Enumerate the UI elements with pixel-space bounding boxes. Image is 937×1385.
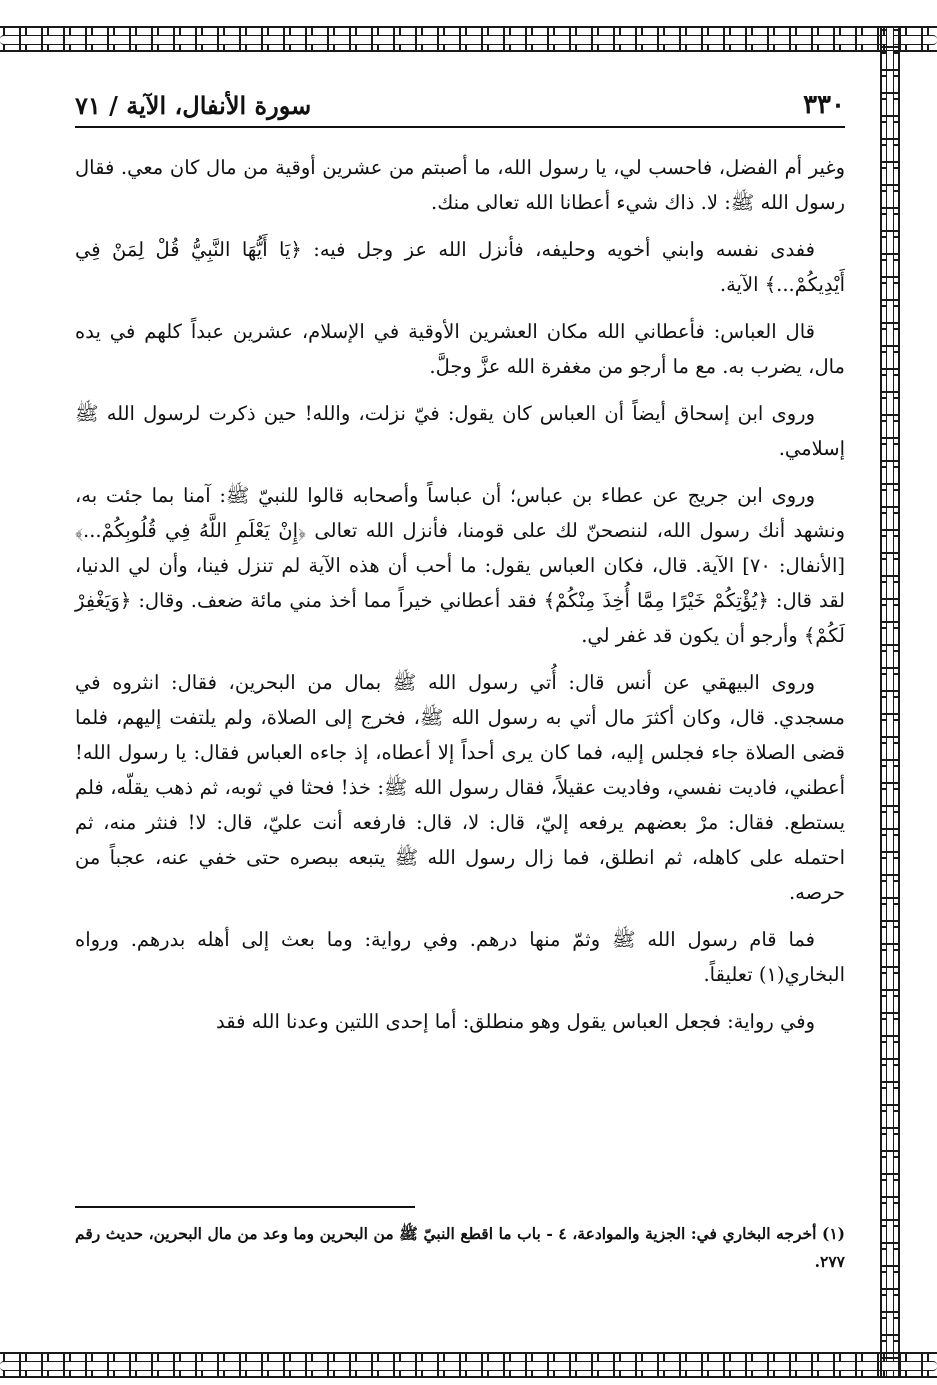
book-page [75, 80, 845, 1330]
paragraph: وروى ابن إسحاق أيضاً أن العباس كان يقول: فيّ نزلت، والله! حين ذكرت لرسول الله ﷺ إسلامي. [75, 402, 845, 460]
right-ornamental-border [880, 26, 900, 1378]
paragraph: وفي رواية: فجعل العباس يقول وهو منطلق: أما إحدى اللتين وعدنا الله فقد [215, 1010, 815, 1033]
footnotes [75, 1220, 845, 1276]
page-body [75, 150, 845, 1051]
paragraph: قال العباس: فأعطاني الله مكان العشرين الأوقية في الإسلام، عشرين عبداً كلهم في يده مال، يضرب به. مع ما أرجو من مغفرة الله عزَّ وجلَّ. [75, 320, 845, 378]
page-number: ٣٣٠ [803, 90, 845, 120]
paragraph: فما قام رسول الله ﷺ وثمّ منها درهم. وفي رواية: وما بعث إلى أهله بدرهم. ورواه البخاري(١) تعليقاً. [75, 928, 845, 986]
footnote-divider [75, 1206, 415, 1208]
footnote: (١) أخرجه البخاري في: الجزية والموادعة، ٤ - باب ما اقطع النبيّ ﷺ من البحرين وما وعد من مال البحرين، حديث رقم ٢٧٧. [75, 1224, 846, 1271]
paragraph: وروى البيهقي عن أنس قال: أُتي رسول الله ﷺ بمال من البحرين، فقال: انثروه في مسجدي. قال، وكان أكثرَ مال أتي به رسول الله ﷺ، فخرج إلى الصلاة، ولم يلتفت إليهم، فلما قضى الصلاة جاء فجلس إليه، فما كان يرى أحداً إلا أعطاه، إذ جاءه العباس فقال: يا رسول الله! أعطني، فاديت نفسي، وفاديت عقيلاً، فقال رسول الله ﷺ: خذ! فحثا في ثوبه، ثم ذهب يقلّه، فلم يستطع. فقال: مرْ بعضهم يرفعه إليّ، قال: لا، قال: فارفعه أنت عليّ، قال: لا! فنثر منه، ثم احتمله على كاهله، ثم انطلق، فما زال رسول الله ﷺ يتبعه ببصره حتى خفي عنه، عجباً من حرصه. [75, 671, 845, 904]
paragraph: وغير أم الفضل، فاحسب لي، يا رسول الله، ما أصبتم من عشرين أوقية من مال كان معي. فقال رسول الله ﷺ: لا. ذاك شيء أعطانا الله تعالى منك. [75, 156, 845, 214]
top-ornamental-border [0, 26, 937, 52]
running-title: سورة الأنفال، الآية / ٧١ [75, 91, 312, 120]
paragraph: ففدى نفسه وابني أخويه وحليفه، فأنزل الله عز وجل فيه: ﴿يَا أَيُّهَا النَّبِيُّ قُلْ لِمَنْ فِي أَيْدِيكُمْ...﴾ الآية. [75, 238, 845, 296]
bottom-ornamental-border [0, 1352, 937, 1378]
paragraph: وروى ابن جريج عن عطاء بن عباس؛ أن عباساً وأصحابه قالوا للنبيّ ﷺ: آمنا بما جئت به، ونشهد أنك رسول الله، لننصحنّ لك على قومنا، فأنزل الله تعالى ﴿إِنْ يَعْلَمِ اللَّهُ فِي قُلُوبِكُمْ...﴾ [الأنفال: ٧٠] الآية. قال، فكان العباس يقول: ما أحب أن هذه الآية لم تنزل فينا، وأن لي الدنيا، لقد قال: ﴿يُؤْتِكُمْ خَيْرًا مِمَّا أُخِذَ مِنْكُمْ﴾ فقد أعطاني خيراً مما أخذ مني مائة ضعف. وقال: ﴿وَيَغْفِرْ لَكُمْ﴾ وأرجو أن يكون قد غفر لي. [75, 484, 845, 647]
page-header [75, 80, 845, 128]
